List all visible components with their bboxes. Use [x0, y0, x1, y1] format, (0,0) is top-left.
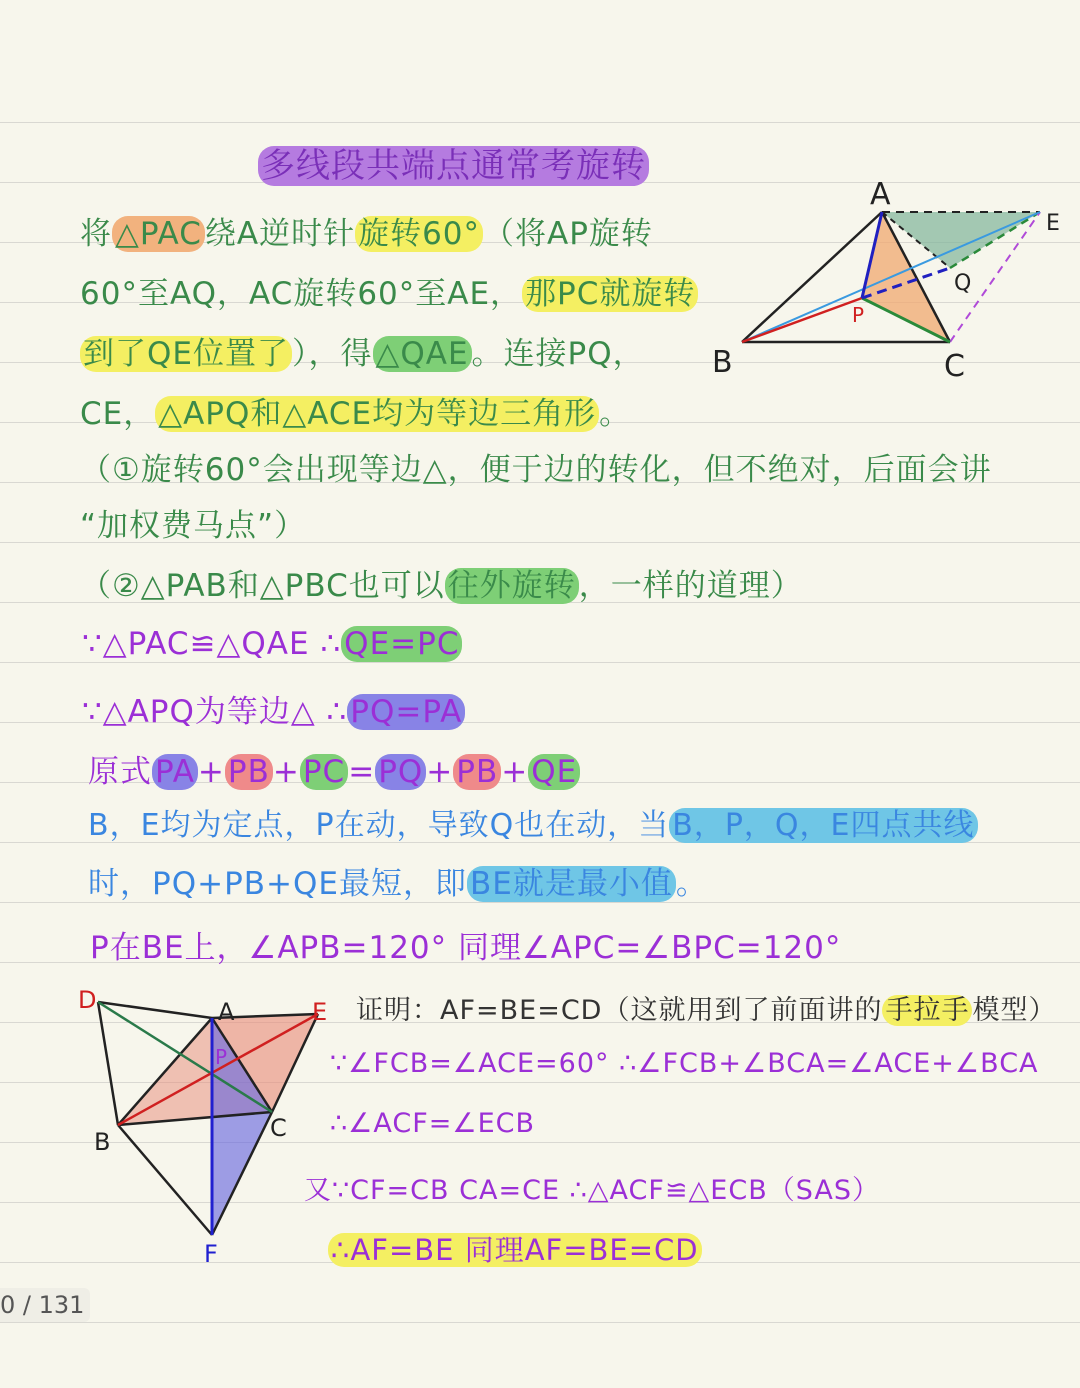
rotation-diagram	[700, 170, 1080, 390]
note-line-13: P在BE上，∠APB=120° 同理∠APC=∠BPC=120°	[90, 930, 842, 966]
page-title	[258, 138, 649, 187]
label-c: C	[944, 349, 965, 384]
segment-pb	[742, 298, 865, 342]
note-line-1: 将△PAC绕A逆时针旋转60°（将AP旋转	[80, 216, 653, 252]
note-line-3: 到了QE位置了），得△QAE。连接PQ，	[80, 328, 645, 373]
label-p: P	[852, 303, 865, 327]
label-d: D	[78, 986, 97, 1014]
label-b: B	[712, 345, 733, 380]
label-b: B	[94, 1128, 111, 1156]
note-line-16: ∴∠ACF=∠ECB	[330, 1108, 536, 1139]
fermat-diagram	[70, 980, 340, 1270]
note-line-7: （②△PAB和△PBC也可以往外旋转，一样的道理）	[80, 568, 803, 604]
note-line-15: ∵∠FCB=∠ACE=60° ∴∠FCB+∠BCA=∠ACE+∠BCA	[330, 1048, 1039, 1079]
segment-db	[98, 1002, 118, 1125]
note-line-8: ∵△PAC≌△QAE ∴QE=PC	[82, 626, 462, 662]
note-line-5: （①旋转60°会出现等边△，便于边的转化，但不绝对，后面会讲	[80, 452, 992, 488]
label-e: E	[312, 998, 328, 1026]
note-line-6: “加权费马点”）	[80, 508, 307, 544]
label-a: A	[218, 998, 235, 1026]
page-counter: 0 / 131	[0, 1288, 90, 1322]
note-line-2: 60°至AQ，AC旋转60°至AE，那PC就旋转	[80, 268, 698, 313]
note-line-4: CE，△APQ和△ACE均为等边三角形。	[80, 396, 632, 432]
label-f: F	[204, 1240, 218, 1268]
note-line-10: 原式PA+PB+PC=PQ+PB+QE	[88, 746, 580, 791]
label-a: A	[870, 177, 891, 212]
label-p: P	[215, 1045, 228, 1069]
note-line-9: ∵△APQ为等边△ ∴PQ=PA	[82, 686, 465, 731]
page-title-text: 多线段共端点通常考旋转	[258, 146, 649, 186]
label-c: C	[270, 1114, 287, 1142]
note-line-18: ∴AF=BE 同理AF=BE=CD	[328, 1228, 702, 1269]
note-line-11: B，E均为定点，P在动，导致Q也在动，当 B，P，Q，E四点共线	[88, 800, 978, 844]
note-line-14: 证明：AF=BE=CD（这就用到了前面讲的 手拉手 模型）	[356, 995, 1057, 1026]
note-line-12: 时，PQ+PB+QE最短，即BE就是最小值。	[88, 866, 708, 902]
label-e: E	[1046, 211, 1060, 236]
segment-da	[98, 1002, 212, 1018]
segment-bf	[118, 1125, 212, 1235]
note-line-17: 又∵CF=CB CA=CE ∴△ACF≌△ECB（SAS）	[304, 1175, 880, 1206]
label-q: Q	[954, 271, 972, 296]
